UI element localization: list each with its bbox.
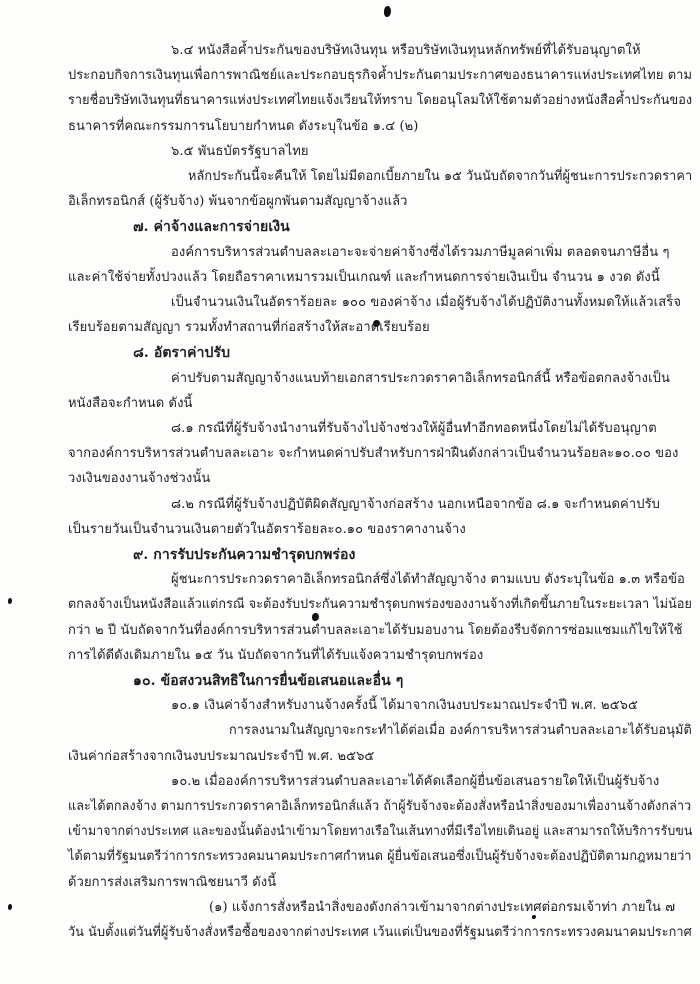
section-7-heading: ๗. ค่าจ้างและการจ่ายเงิน — [133, 219, 290, 236]
paragraph-10-2-item-1-line-1: (๑) แจ้งการสั่งหรือนำสิ่งของดังกล่าวเข้ามาจากต่างประเทศต่อกรมเจ้าท่า ภายใน ๗ — [209, 899, 676, 915]
paragraph-6-4-line-3: รายชื่อบริษัทเงินทุนที่ธนาคารแห่งประเทศไทยแจ้งเวียนให้ทราบ โดยอนุโลมให้ใช้ตามตัวอย่างหนังสือค้ำประกันของ — [68, 93, 693, 109]
section-10-heading: ๑๐. ข้อสงวนสิทธิในการยื่นข้อเสนอและอื่น ๆ — [133, 673, 404, 689]
scan-mark — [8, 598, 12, 604]
section-7-line-2: และค่าใช้จ่ายทั้งปวงแล้ว โดยถือราคาเหมารวมเป็นเกณฑ์ และกำหนดการจ่ายเงินเป็น จำนวน ๑ งวด ดังนี้ — [68, 269, 660, 285]
paragraph-10-2-line-3: เข้ามาจากต่างประเทศ และของนั้นต้องนำเข้ามาโดยทางเรือในเส้นทางที่มีเรือไทยเดินอยู่ และสามารถให้บริการรับขน — [68, 824, 693, 840]
section-8-line-2: หนังสือจะกำหนด ดังนี้ — [68, 395, 193, 411]
paragraph-6-4-line-2: ประกอบกิจการเงินทุนเพื่อการพาณิชย์และประกอบธุรกิจค้ำประกันตามประกาศของธนาคารแห่งประเทศไทย ตาม — [68, 68, 693, 84]
scan-mark — [384, 6, 391, 17]
paragraph-10-2-line-2: และได้ตกลงจ้าง ตามการประกวดราคาอิเล็กทรอนิกส์แล้ว ถ้าผู้รับจ้างจะต้องสั่งหรือนำสิ่งของมาเพื่องานจ้างดังกล่าว — [68, 799, 692, 814]
section-8-line-1: ค่าปรับตามสัญญาจ้างแนบท้ายเอกสารประกวดราคาอิเล็กทรอนิกส์นี้ หรือข้อตกลงจ้างเป็น — [171, 370, 670, 386]
paragraph-8-1-line-3: วงเงินของงานจ้างช่วงนั้น — [68, 471, 211, 487]
section-9-line-2: ตกลงจ้างเป็นหนังสือแล้วแต่กรณี จะต้องรับประกันความชำรุดบกพร่องของงานจ้างที่เกิดขึ้นภายในระยะเวลา ไม่น้อย — [68, 597, 692, 613]
paragraph-10-1-line-3: เงินค่าก่อสร้างจากเงินงบประมาณประจำปี พ.ศ. ๒๕๖๕ — [68, 748, 375, 764]
paragraph-10-1-line-2: การลงนามในสัญญาจะกระทำได้ต่อเมื่อ องค์การบริหารส่วนตำบลละเอาะได้รับอนุมัติ — [229, 723, 692, 739]
paragraph-10-2-line-4: ได้ตามที่รัฐมนตรีว่าการกระทรวงคมนาคมประกาศกำหนด ผู้ยื่นข้อเสนอซึ่งเป็นผู้รับจ้างจะต้องปฏิบัติตามกฎหมายว่า — [68, 849, 692, 865]
section-8-heading: ๘. อัตราค่าปรับ — [133, 345, 231, 362]
paragraph-6-4-line-4: ธนาคารที่คณะกรรมการนโยบายกำหนด ดังระบุในข้อ ๑.๔ (๒) — [68, 118, 419, 134]
section-9-line-4: การได้ดีดังเดิมภายใน ๑๕ วัน นับถัดจากวันที่ได้รับแจ้งความชำรุดบกพร่อง — [68, 647, 484, 663]
section-9-line-1: ผู้ชนะการประกวดราคาอิเล็กทรอนิกส์ซึ่งได้ทำสัญญาจ้าง ตามแบบ ดังระบุในข้อ ๑.๓ หรือข้อ — [171, 572, 685, 588]
paragraph-8-1-line-2: จากองค์การบริหารส่วนตำบลละเอาะ จะกำหนดค่าปรับสำหรับการฝ่าฝืนดังกล่าวเป็นจำนวนร้อยละ๑๐.๐๐ ของ — [68, 446, 679, 462]
paragraph-10-2-line-5: ด้วยการส่งเสริมการพาณิชยนาวี ดังนี้ — [68, 874, 277, 890]
paragraph-6-5-line-2: หลักประกันนี้จะคืนให้ โดยไม่มีดอกเบี้ยภายใน ๑๕ วันนับถัดจากวันที่ผู้ชนะการประกวดราคา — [188, 169, 693, 184]
scan-mark — [8, 904, 12, 910]
paragraph-6-4-line-1: ๖.๔ หนังสือค้ำประกันของบริษัทเงินทุน หรือบริษัทเงินทุนหลักทรัพย์ที่ได้รับอนุญาตให้ — [171, 43, 641, 58]
paragraph-8-2-line-2: เป็นรายวันเป็นจำนวนเงินตายตัวในอัตราร้อยละ๐.๑๐ ของราคางานจ้าง — [68, 521, 466, 537]
section-7-line-3: เป็นจำนวนเงินในอัตราร้อยละ ๑๐๐ ของค่าจ้าง เมื่อผู้รับจ้างได้ปฏิบัติงานทั้งหมดให้แล้วเสร็จ — [171, 295, 682, 310]
paragraph-10-2-item-1-line-2: วัน นับตั้งแต่วันที่ผู้รับจ้างสั่งหรือซื้อของจากต่างประเทศ เว้นแต่เป็นของที่รัฐมนตรีว่าการกระทรวงคมนาคมประกาศ — [68, 925, 692, 940]
paragraph-10-1-line-1: ๑๐.๑ เงินค่าจ้างสำหรับงานจ้างครั้งนี้ ได้มาจากเงินงบประมาณประจำปี พ.ศ. ๒๕๖๕ — [171, 698, 638, 714]
section-9-heading: ๙. การรับประกันความชำรุดบกพร่อง — [133, 547, 356, 563]
paragraph-10-2-line-1: ๑๐.๒ เมื่อองค์การบริหารส่วนตำบลละเอาะได้คัดเลือกผู้ยื่นข้อเสนอรายใดให้เป็นผู้รับจ้าง — [171, 773, 660, 789]
section-9-line-3: กว่า ๒ ปี นับถัดจากวันที่องค์การบริหารส่วนตำบลละเอาะได้รับมอบงาน โดยต้องรีบจัดการซ่อมแซมแก้ไขให้ใช้ — [68, 622, 683, 638]
paragraph-8-2-line-1: ๘.๒ กรณีที่ผู้รับจ้างปฏิบัติผิดสัญญาจ้างก่อสร้าง นอกเหนือจากข้อ ๘.๑ จะกำหนดค่าปรับ — [171, 496, 661, 512]
paragraph-6-5-line-3: อิเล็กทรอนิกส์ (ผู้รับจ้าง) พ้นจากข้อผูกพันตามสัญญาจ้างแล้ว — [68, 194, 408, 210]
paragraph-6-5-line-1: ๖.๕ พันธบัตรรัฐบาลไทย — [171, 143, 309, 159]
paragraph-8-1-line-1: ๘.๑ กรณีที่ผู้รับจ้างนำงานที่รับจ้างไปจ้างช่วงให้ผู้อื่นทำอีกทอดหนึ่งโดยไม่ได้รับอนุญาต — [171, 421, 657, 436]
section-7-line-4: เรียบร้อยตามสัญญา รวมทั้งทำสถานที่ก่อสร้างให้สะอาดเรียบร้อย — [68, 320, 430, 336]
section-7-line-1: องค์การบริหารส่วนตำบลละเอาะจะจ่ายค่าจ้างซึ่งได้รวมภาษีมูลค่าเพิ่ม ตลอดจนภาษีอื่น ๆ — [171, 244, 670, 260]
